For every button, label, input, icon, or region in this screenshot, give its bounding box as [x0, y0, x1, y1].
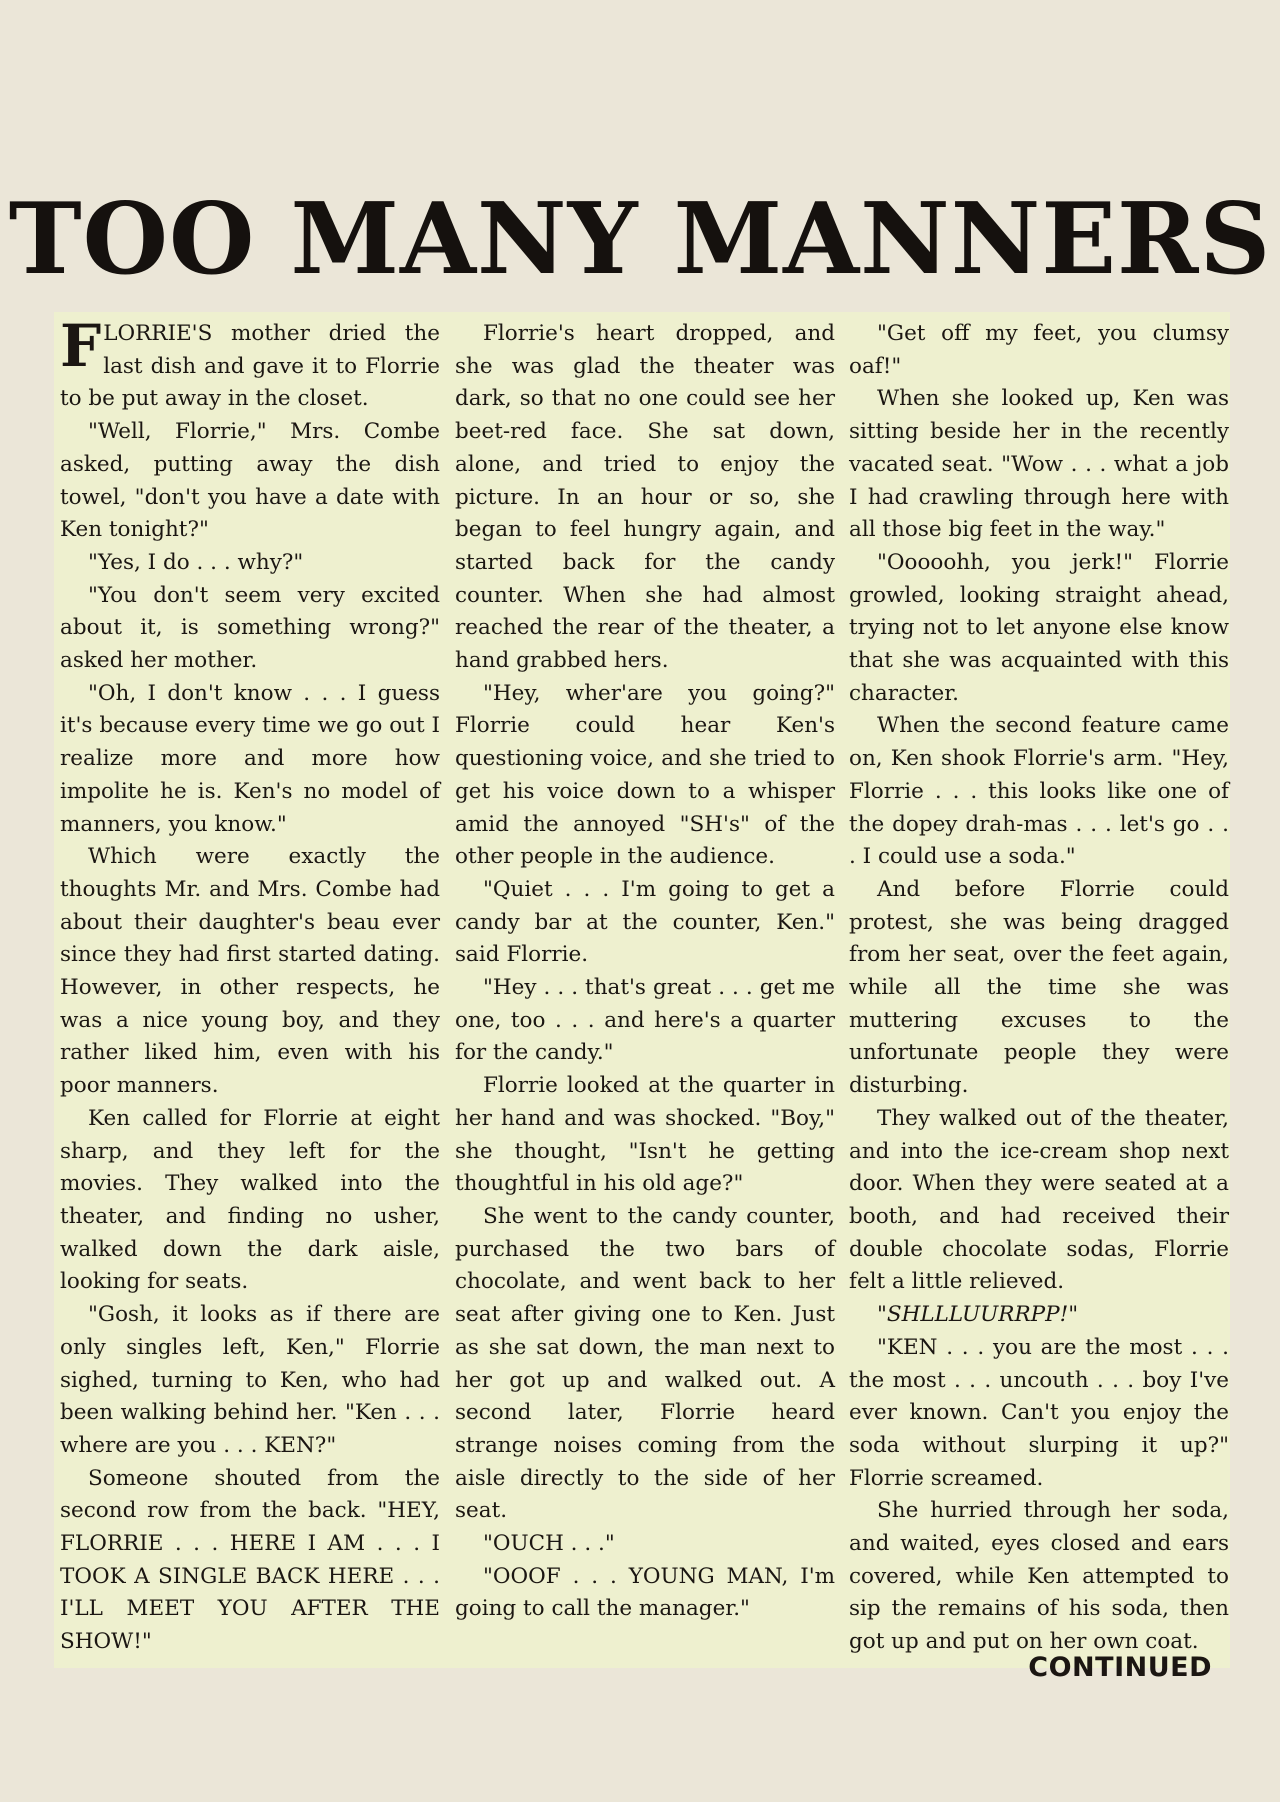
paragraph: Ken called for Florrie at eight sharp, and they left for the movies. They walked into the theater, and finding no usher, walked down the dark aisle, looking for seats. — [60, 1105, 440, 1295]
paragraph: "Quiet . . . I'm going to get a candy bar at the counter, Ken." said Florrie. — [455, 876, 835, 968]
paragraph: When the second feature came on, Ken shook Florrie's arm. "Hey, Florrie . . . this looks like one of the dopey drah-mas . . . let's go . . . I could use a soda." — [849, 713, 1229, 870]
paragraph: "Get off my feet, you clumsy oaf!" — [849, 321, 1229, 379]
paragraph: "OOOF . . . YOUNG MAN, I'm going to call the manager." — [455, 1563, 835, 1622]
paragraph: Someone shouted from the second row from the back. "HEY, FLORRIE . . . HERE I AM . . . I TOOK A SINGLE BACK HERE . . . I'LL MEET YOU AFTER THE SHOW!" — [60, 1465, 440, 1655]
paragraph: They walked out of the theater, and into the ice-cream shop next door. When they were seated at a booth, and had received their double chocolate sodas, Florrie felt a little relieved. — [849, 1105, 1229, 1295]
paragraph: "OUCH . . ." — [483, 1531, 615, 1557]
continued-label: CONTINUED — [1028, 1652, 1212, 1683]
text-column-1 — [60, 312, 440, 1659]
paragraph — [60, 312, 440, 416]
paragraph: And before Florrie could protest, she was being dragged from her seat, over the feet again, while all the time she was muttering excuses to the unfortunate people they were disturbing. — [849, 876, 1229, 1099]
paragraph: "Hey . . . that's great . . . get me one, too . . . and here's a quarter for the candy." — [455, 975, 835, 1066]
paragraph: "Gosh, it looks as if there are only singles left, Ken," Florrie sighed, turning to Ken, who had been walking behind her. "Ken . . . where are you . . . KEN?" — [60, 1302, 440, 1458]
paragraph: "Yes, I do . . . why?" — [88, 549, 304, 575]
paragraph: "Ooooohh, you jerk!" Florrie growled, looking straight ahead, trying not to let anyone else know that she was acquainted with this character. — [849, 549, 1229, 706]
paragraph: She went to the candy counter, purchased the two bars of chocolate, and went back to her seat after giving one to Ken. Just as she sat down, the man next to her got up and walked out. A second later, Florrie heard strange noises coming from the aisle directly to the side of her seat. — [455, 1203, 835, 1524]
paragraph: "Well, Florrie," Mrs. Combe asked, putting away the dish towel, "don't you have a date with Ken tonight?" — [60, 419, 440, 543]
drop-cap: F — [60, 312, 102, 380]
paragraph: "KEN . . . you are the most . . . the most . . . uncouth . . . boy I've ever known. Can't you enjoy the soda without slurping it up?" Florrie screamed. — [849, 1334, 1229, 1491]
paragraph: Florrie looked at the quarter in her hand and was shocked. "Boy," she thought, "Isn't he getting thoughtful in his old age?" — [455, 1073, 835, 1197]
story-title: TOO MANY MANNERS — [8, 182, 1272, 297]
paragraph: "You don't seem very excited about it, is something wrong?" asked her mother. — [60, 582, 440, 674]
paragraph: "Oh, I don't know . . . I guess it's because every time we go out I realize more and more how impolite he is. Ken's no model of manners, you know." — [60, 680, 440, 837]
paragraph: She hurried through her soda, and waited, eyes closed and ears covered, while Ken attempted to sip the remains of his soda, then got up and put on her own coat. — [849, 1498, 1229, 1655]
paragraph: Florrie's heart dropped, and she was glad the theater was dark, so that no one could see her beet-red face. She sat down, alone, and tried to enjoy the picture. In an hour or so, she began to feel hungry again, and started back for the candy counter. When she had almost reached the rear of the theater, a hand grabbed hers. — [455, 321, 835, 674]
paragraph-text: LORRIE'S mother dried the last dish and gave it to Florrie to be put away in the closet. — [60, 321, 440, 412]
text-column-3 — [849, 318, 1229, 1659]
text-column-2 — [455, 318, 835, 1626]
paragraph: "Hey, wher'are you going?" Florrie could hear Ken's questioning voice, and she tried to get his voice down to a whisper amid the annoyed "SH's" of the other people in the audience. — [455, 680, 835, 870]
paragraph: Which were exactly the thoughts Mr. and Mrs. Combe had about their daughter's beau ever since they had first started dating. However, in other respects, he was a nice young boy, and they rather liked him, even with his poor manners. — [60, 844, 440, 1099]
paragraph: "SHLLLUURRPP!" — [877, 1302, 1079, 1328]
paragraph: When she looked up, Ken was sitting beside her in the recently vacated seat. "Wow . . . what a job I had crawling through here with all those big feet in the way." — [849, 386, 1229, 543]
